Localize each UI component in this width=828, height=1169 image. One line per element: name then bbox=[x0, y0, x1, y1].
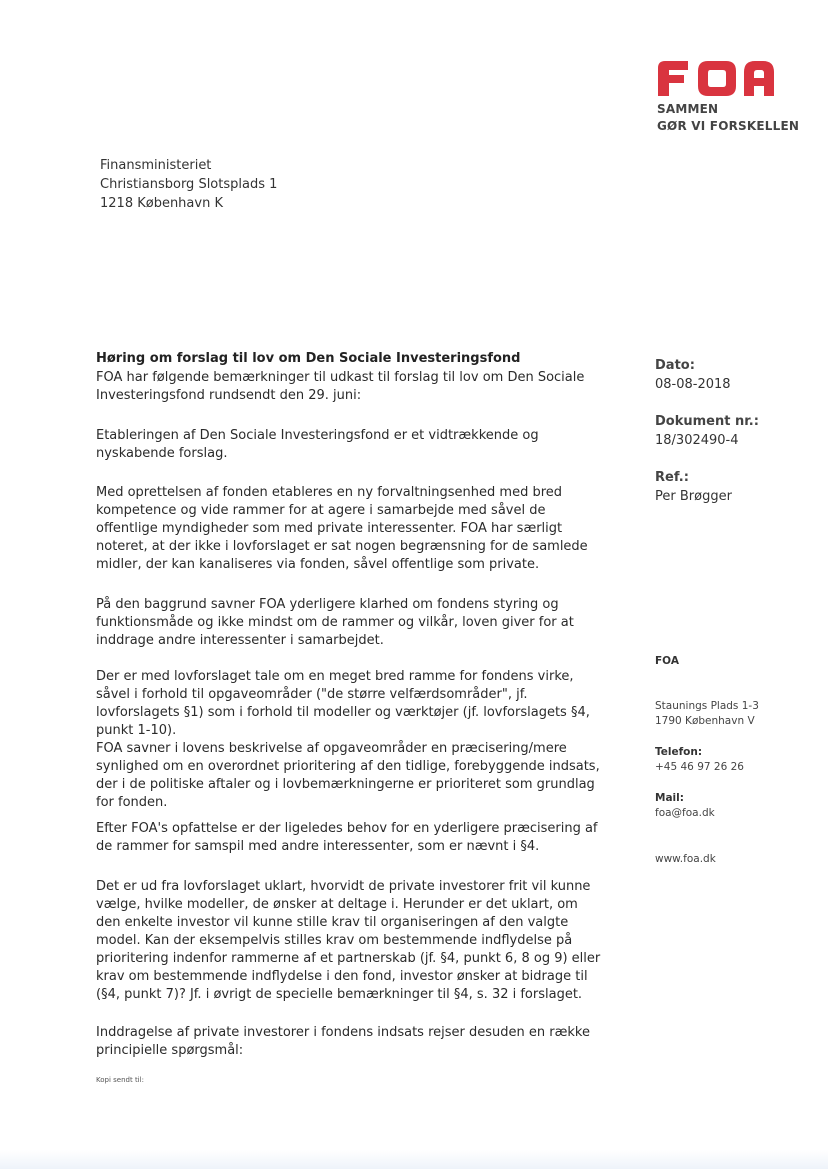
paragraph-2 bbox=[96, 427, 601, 463]
paragraph-7 bbox=[96, 820, 601, 856]
recipient-city: 1218 København K bbox=[100, 196, 223, 211]
paragraph-text: Efter FOA's opfattelse er der ligeledes behov for en yderligere præcisering af de rammer for samspil med andre interessenter, som er nævnt i §4. bbox=[96, 821, 598, 854]
paragraph-3 bbox=[96, 484, 601, 574]
recipient-street: Christiansborg Slotsplads 1 bbox=[100, 177, 278, 192]
paragraph-text: Med oprettelsen af fonden etableres en ny forvaltningsenhed med bred kompetence og vide rammer for at agere i samarbejde med såvel de offentlige myndigheder som med private interessenter. FOA har særligt noteret, at der ikke i lovforslaget er sat nogen begrænsning for de samlede midler, der kan kanaliseres via fonden, såvel offentlige som private. bbox=[96, 485, 588, 572]
letter-heading: Høring om forslag til lov om Den Sociale Investeringsfond bbox=[96, 351, 521, 366]
tagline-line1: SAMMEN bbox=[657, 102, 719, 116]
document-number-value: 18/302490-4 bbox=[655, 433, 739, 448]
contact-address-street: Staunings Plads 1-3 bbox=[655, 700, 759, 712]
document-number-label: Dokument nr.: bbox=[655, 414, 759, 429]
contact-org: FOA bbox=[655, 655, 679, 667]
copy-sent-to: Kopi sendt til: bbox=[96, 1076, 144, 1084]
paragraph-text: Det er ud fra lovforslaget uklart, hvorvidt de private investorer frit vil kunne vælge, hvilke modeller, de ønsker at deltage i. Herunder er det uklart, om den enkelte investor vil kunne stille krav til organiseringen af den valgte model. Kan der eksempelvis stilles krav om bestemmende indflydelse på prioritering indenfor rammerne af et partnerskab (jf. §4, punkt 6, 8 og 9) eller krav om bestemmende indflydelse i den fond, investor ønsker at bidrage til (§4, punkt 7)? Jf. i øvrigt de specielle bemærkninger til §4, s. 32 i forslaget. bbox=[96, 879, 601, 1002]
paragraph-text: Etableringen af Den Sociale Investeringsfond er et vidtrækkende og nyskabende forslag. bbox=[96, 428, 539, 461]
paragraph-1 bbox=[96, 369, 601, 405]
paragraph-text: FOA savner i lovens beskrivelse af opgaveområder en præcisering/mere synlighed om en overordnet prioritering af den tidlige, forebyggende indsats, der i de politiske aftaler og i lovbemærkningerne er prioriteret som grundlag for fonden. bbox=[96, 741, 600, 810]
tagline-line2: GØR VI FORSKELLEN bbox=[657, 119, 800, 133]
date-value: 08-08-2018 bbox=[655, 377, 731, 392]
paragraph-9 bbox=[96, 1024, 601, 1060]
paragraph-4 bbox=[96, 596, 601, 650]
website-link[interactable]: www.foa.dk bbox=[655, 853, 716, 865]
mail-label: Mail: bbox=[655, 792, 684, 804]
reference-value: Per Brøgger bbox=[655, 489, 732, 504]
reference-label: Ref.: bbox=[655, 470, 689, 485]
date-label: Dato: bbox=[655, 358, 695, 373]
paragraph-text: På den baggrund savner FOA yderligere klarhed om fondens styring og funktionsmåde og ikke mindst om de rammer og vilkår, loven giver for at inddrage andre interessenter i samarbejdet. bbox=[96, 597, 574, 648]
paragraph-5 bbox=[96, 668, 601, 740]
paragraph-text: Inddragelse af private investorer i fondens indsats rejser desuden en række principielle spørgsmål: bbox=[96, 1025, 590, 1058]
phone-value: +45 46 97 26 26 bbox=[655, 761, 744, 773]
phone-label: Telefon: bbox=[655, 746, 703, 758]
foa-logo bbox=[656, 58, 776, 98]
scan-edge bbox=[0, 1150, 828, 1169]
recipient-name: Finansministeriet bbox=[100, 158, 212, 173]
contact-address-city: 1790 København V bbox=[655, 715, 755, 727]
paragraph-8 bbox=[96, 878, 601, 1004]
mail-value[interactable]: foa@foa.dk bbox=[655, 807, 715, 819]
paragraph-text: Der er med lovforslaget tale om en meget bred ramme for fondens virke, såvel i forhold til opgaveområder ("de større velfærdsområder", jf. lovforslagets §1) som i forhold til modeller og værktøjer (jf. lovforslagets §4, punkt 1-10). bbox=[96, 669, 590, 738]
paragraph-6 bbox=[96, 740, 601, 812]
paragraph-text: FOA har følgende bemærkninger til udkast til forslag til lov om Den Sociale Investeringsfond rundsendt den 29. juni: bbox=[96, 370, 585, 403]
